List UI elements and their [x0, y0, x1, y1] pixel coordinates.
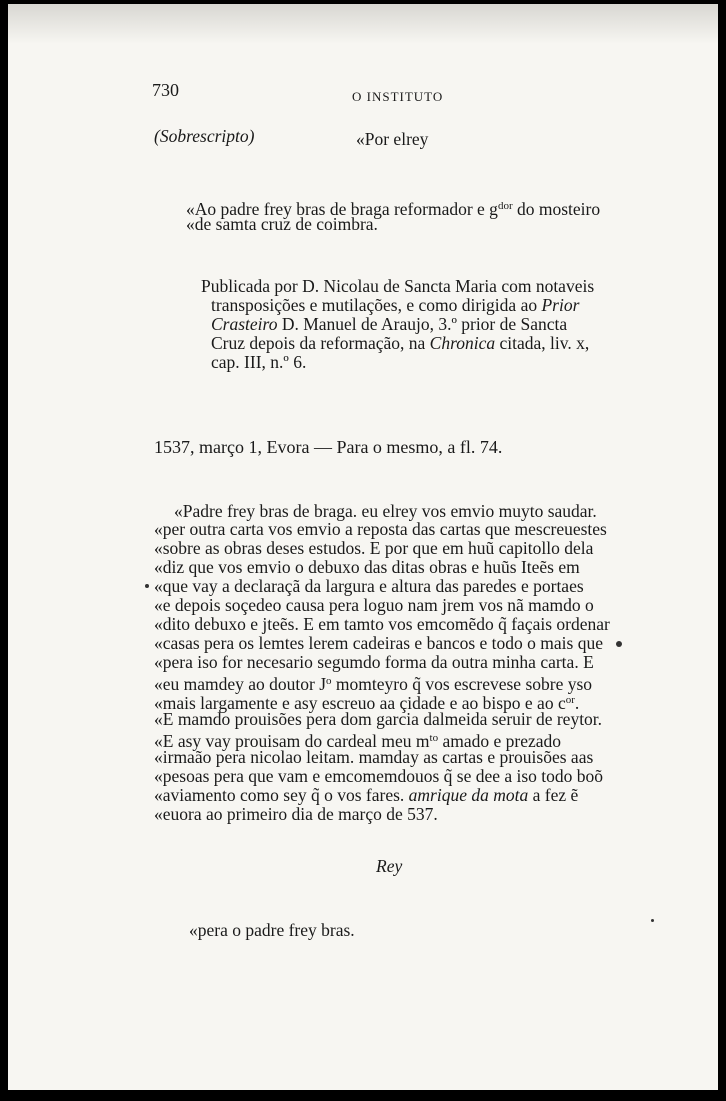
letter-line-4: «diz que vos emvio o debuxo das ditas obras e huũs Iteẽs em [154, 557, 580, 577]
dateline: 1537, março 1, Evora — Para o mesmo, a fl. 74. [154, 437, 503, 457]
note-line-3: Crasteiro D. Manuel de Araujo, 3.º prior de Sancta [211, 314, 568, 334]
letter-line-11: «mais largamente e asy escreuo aa çidade e ao bispo e ao $c^{or}$. [154, 693, 580, 713]
scan-shading [8, 4, 718, 44]
letter-line-13: «E asy vay prouisam do cardeal meu $m^{to}$ amado e prezado [154, 731, 562, 751]
note-line-5: cap. III, n.º 6. [211, 352, 307, 372]
letter-line-12: «E mamdo prouisões pera dom garcia dalmeida seruir de reytor. [154, 709, 603, 729]
letter-line-15: «pesoas pera que vam e emcomemdouos q̃ se dee a iso todo boõ [154, 766, 604, 786]
letter-line-10: «eu mamdey ao doutor $J^o$ momteyro q̃ vos escrevese sobre yso [154, 674, 593, 694]
letter-line-17: «euora ao primeiro dia de março de 537. [154, 804, 438, 824]
letter-line-16: «aviamento como sey q̃ o vos fares. amrique da mota a fez ẽ [154, 785, 579, 805]
signature: Rey [376, 856, 403, 876]
note-line-4: Cruz depois da reformação, na Chronica citada, liv. x, [211, 333, 590, 353]
letter-line-5: «que vay a declaraçã da largura e altura das paredes e portaes [154, 576, 584, 596]
letter-line-1: «Padre frey bras de braga. eu elrey vos emvio muyto saudar. [174, 501, 597, 521]
address-line-1: «Ao padre frey bras de braga reformador e $g^{dor}$ do mosteiro [186, 199, 601, 219]
letter-line-8: «casas pera os lemtes lerem cadeiras e bancos e todo o mais que [154, 633, 603, 653]
page-number: 730 [152, 80, 179, 100]
ink-spot [616, 641, 622, 647]
letter-line-9: «pera iso for necesario segumdo forma da outra minha carta. E [154, 652, 594, 672]
superscription-label: (Sobrescripto) [154, 126, 255, 146]
letter-line-3: «sobre as obras deses estudos. E por que em huũ capitollo dela [154, 538, 594, 558]
running-title: O INSTITUTO [352, 89, 444, 104]
closing-line: «pera o padre frey bras. [189, 920, 355, 940]
address-line-2: «de samta cruz de coimbra. [186, 214, 378, 234]
note-line-1: Publicada por D. Nicolau de Sancta Maria com notaveis [201, 276, 595, 296]
letter-line-7: «dito debuxo e jteẽs. E em tamto vos emcomẽdo q̃ façais ordenar [154, 614, 610, 634]
superscription-text: «Por elrey [356, 129, 429, 149]
ink-spot [651, 919, 654, 922]
note-line-2: transposições e mutilações, e como dirigida ao Prior [211, 295, 580, 315]
letter-line-14: «irmaão pera nicolao leitam. mamday as cartas e prouisões aas [154, 747, 594, 767]
document-page [8, 4, 718, 1090]
ink-spot [145, 584, 149, 588]
letter-line-6: «e depois soçedeo causa pera loguo nam jrem vos nã mamdo o [154, 595, 594, 615]
letter-line-2: «per outra carta vos emvio a reposta das cartas que mescreuestes [154, 519, 607, 539]
